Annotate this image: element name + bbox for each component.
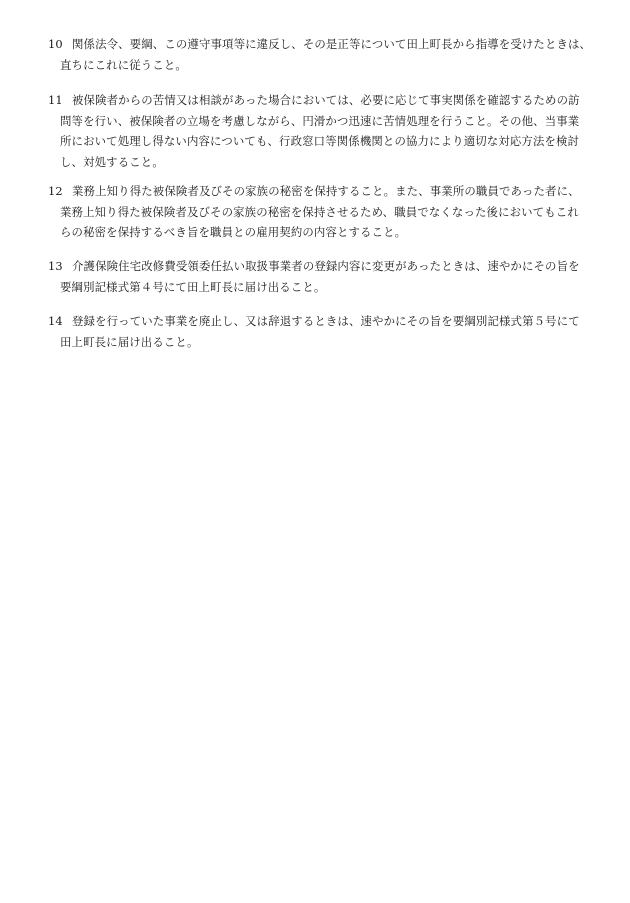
clause-14	[48, 311, 584, 352]
clause-10	[48, 34, 592, 75]
clause-line	[48, 311, 584, 332]
clause-line: らの秘密を保持するべき旨を職員との雇用契約の内容とすること。	[60, 225, 407, 240]
clause-line	[48, 90, 584, 111]
clause-text: 関係法令、要綱、この遵守事項等に違反し、その是正等について田上町長から指導を受けたときは、	[72, 37, 592, 51]
clause-line	[48, 181, 584, 202]
clause-13	[48, 256, 584, 297]
clause-text: 介護保険住宅改修費受領委任払い取扱事業者の登録内容に変更があったときは、速やかにその旨を	[72, 259, 580, 273]
clause-line: 直ちにこれに従うこと。	[60, 57, 187, 72]
clause-12	[48, 181, 584, 243]
clause-line: し、対処すること。	[60, 154, 164, 169]
clause-text: 登録を行っていた事業を廃止し、又は辞退するときは、速やかにその旨を要綱別記様式第５号にて	[72, 314, 580, 328]
clause-number: 10	[48, 37, 63, 51]
clause-number: 11	[48, 93, 63, 107]
clause-line	[48, 34, 592, 55]
clause-number: 12	[48, 184, 63, 198]
clause-number: 13	[48, 259, 63, 273]
clause-11	[48, 90, 584, 172]
clause-line: 所において処理し得ない内容についても、行政窓口等関係機関との協力により適切な対応方法を検討	[60, 134, 580, 149]
clause-line: 問等を行い、被保険者の立場を考慮しながら、円滑かつ迅速に苦情処理を行うこと。その他、当事業	[60, 113, 580, 128]
clause-line: 業務上知り得た被保険者及びその家族の秘密を保持させるため、職員でなくなった後においてもこれ	[60, 204, 579, 219]
clause-line: 要綱別記様式第４号にて田上町長に届け出ること。	[60, 279, 326, 294]
clause-line	[48, 256, 584, 277]
clause-line: 田上町長に届け出ること。	[60, 334, 199, 349]
clause-text: 業務上知り得た被保険者及びその家族の秘密を保持すること。また、事業所の職員であった者に、	[72, 184, 580, 198]
clause-text: 被保険者からの苦情又は相談があった場合においては、必要に応じて事実関係を確認するための訪	[72, 93, 580, 107]
clause-number: 14	[48, 314, 63, 328]
